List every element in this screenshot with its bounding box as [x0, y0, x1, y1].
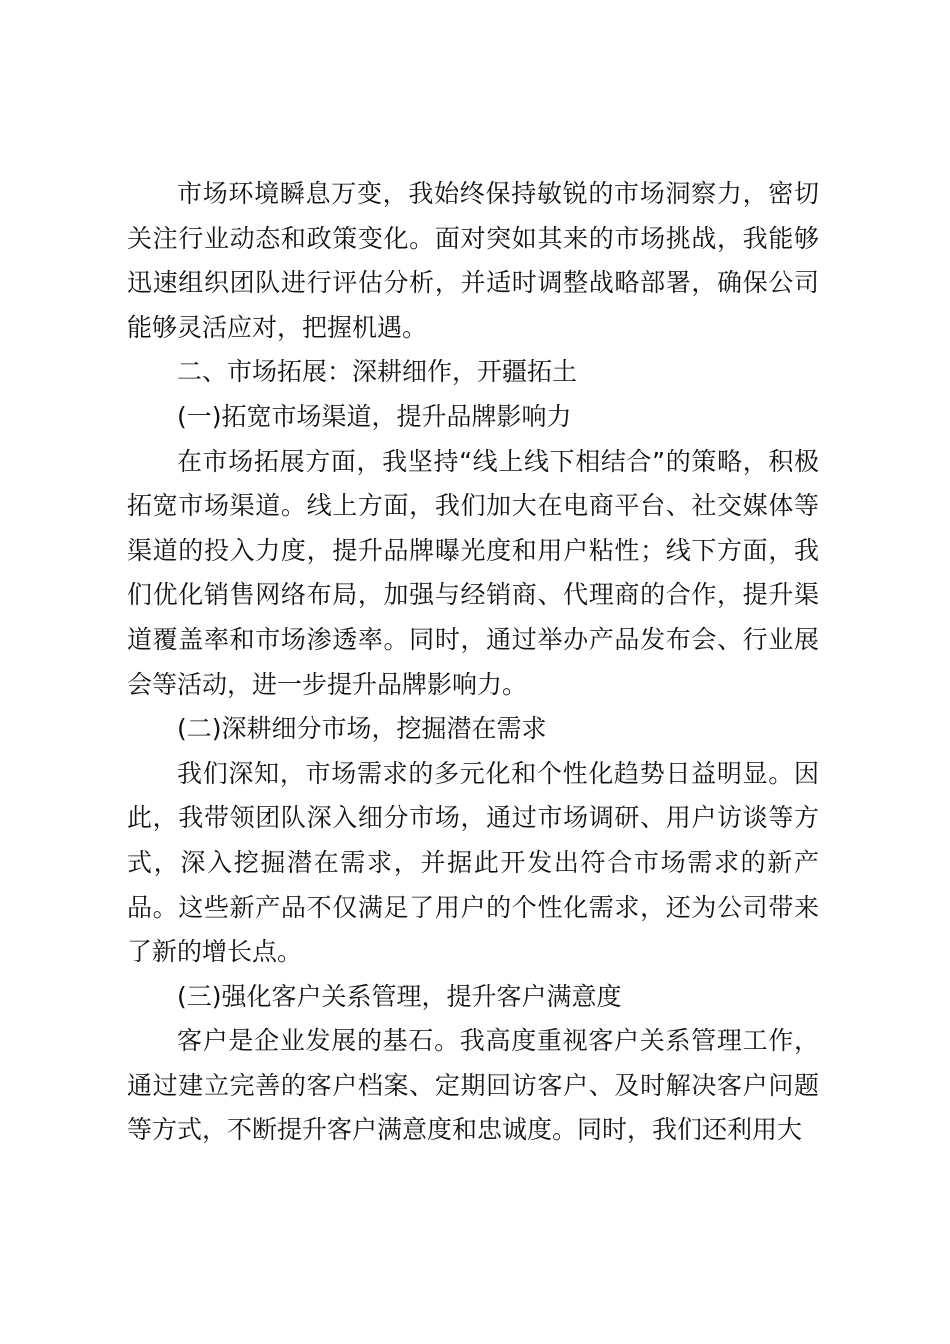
- document-body: [127, 172, 819, 1153]
- paragraph-segments: 我们深知，市场需求的多元化和个性化趋势日益明显。因此，我带领团队深入细分市场，通过市场调研、用户访谈等方式，深入挖掘潜在需求，并据此开发出符合市场需求的新产品。这些新产品不仅满足了用户的个性化需求，还为公司带来了新的增长点。: [127, 758, 819, 967]
- subheading-segments: (二)深耕细分市场，挖掘潜在需求: [177, 714, 547, 744]
- paragraph-customer-relations: 客户是企业发展的基石。我高度重视客户关系管理工作，通过建立完善的客户档案、定期回访客户、及时解决客户问题等方式，不断提升客户满意度和忠诚度。同时，我们还利用大: [127, 1026, 819, 1145]
- paragraph-market-insight: 市场环境瞬息万变，我始终保持敏锐的市场洞察力，密切关注行业动态和政策变化。面对突如其来的市场挑战，我能够迅速组织团队进行评估分析，并适时调整战略部署，确保公司能够灵活应对，把握机遇。: [127, 179, 819, 342]
- paragraph-channels: 在市场拓展方面，我坚持“线上线下相结合”的策略，积极拓宽市场渠道。线上方面，我们加大在电商平台、社交媒体等渠道的投入力度，提升品牌曝光度和用户粘性；线下方面，我们优化销售网络布局，加强与经销商、代理商的合作，提升渠道覆盖率和市场渗透率。同时，通过举办产品发布会、行业展会等活动，进一步提升品牌影响力。: [127, 446, 819, 699]
- section-heading-market-expansion: 二、市场拓展：深耕细作，开疆拓土: [177, 357, 578, 387]
- subheading-customer-relations: (三)强化客户关系管理，提升客户满意度: [177, 981, 622, 1011]
- subheading-channels: (一)拓宽市场渠道，提升品牌影响力: [177, 401, 572, 431]
